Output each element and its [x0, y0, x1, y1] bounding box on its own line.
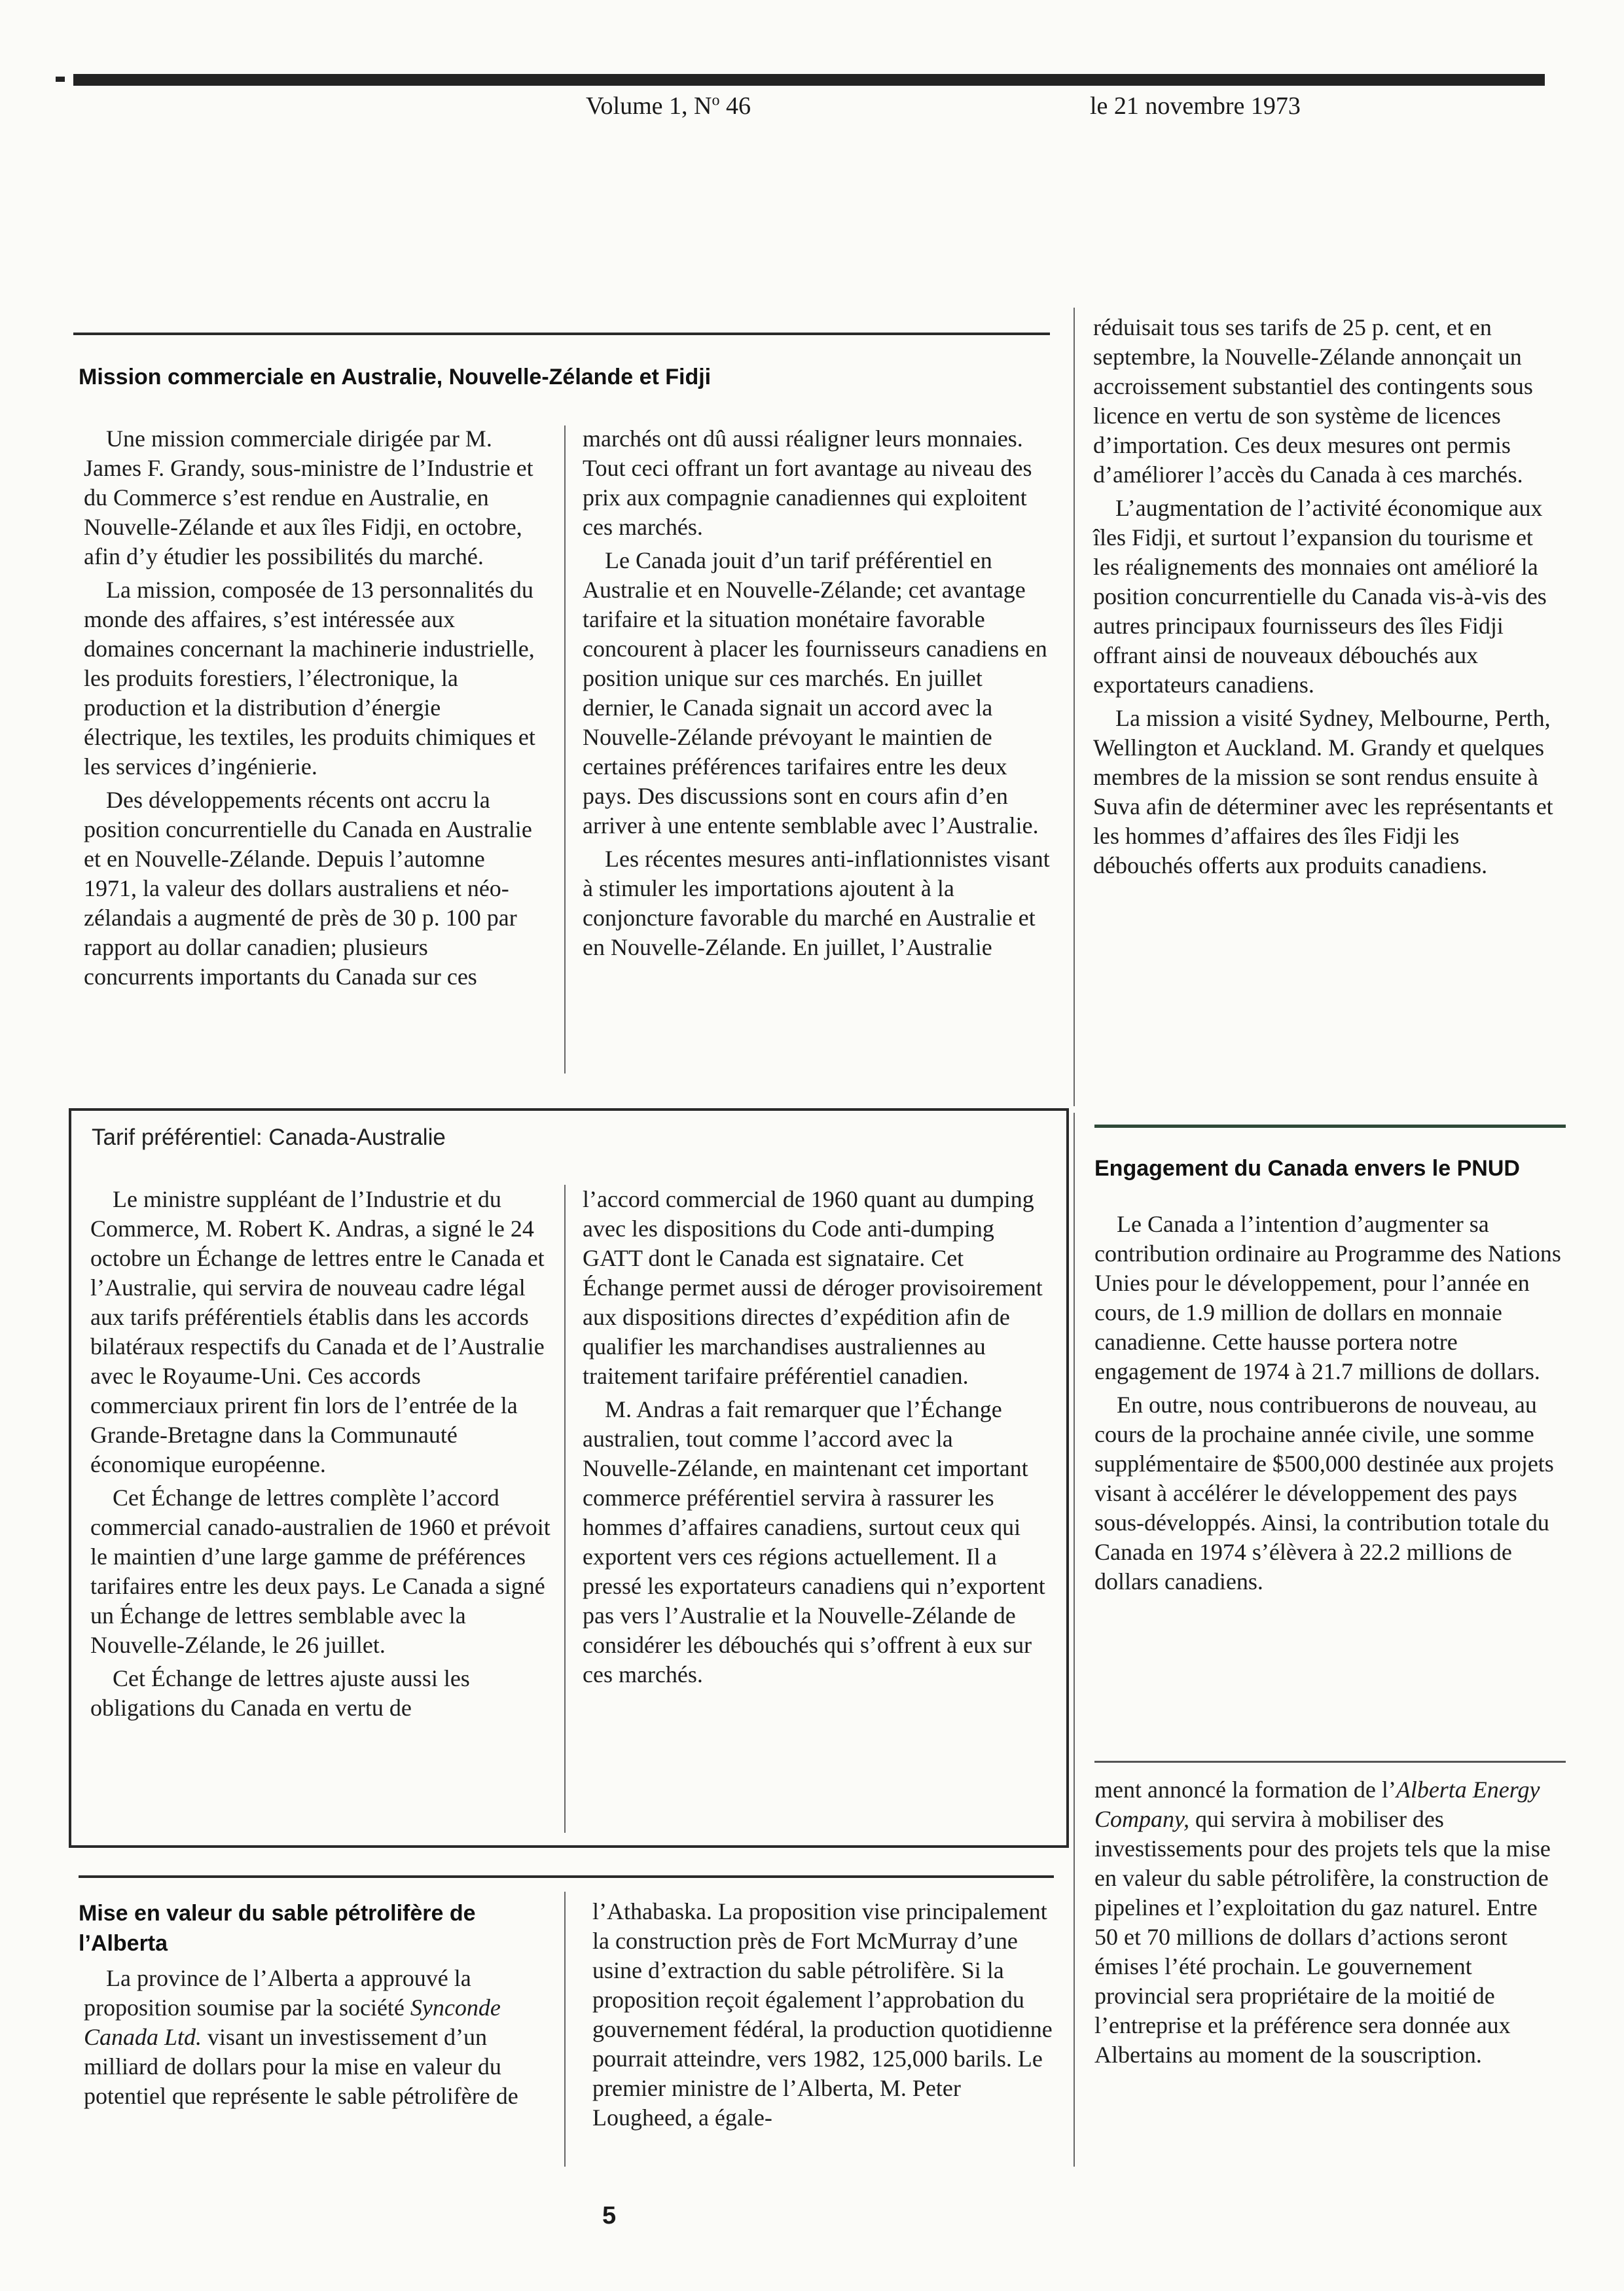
paragraph: Cet Échange de lettres ajuste aussi les obligations du Canada en vertu de [90, 1665, 470, 1721]
paragraph: En outre, nous contribuerons de nouveau, au cours de la prochaine année civile, une somme supplémentaire de $500,000 destinée aux projets visant à accélérer le développement des pays sous-développés. Ainsi, la contribution totale du Canada en 1974 s’élèvera à 22.2 millions de dollars canadiens. [1094, 1392, 1554, 1595]
top-rule [73, 74, 1545, 86]
article1-col3 [1093, 313, 1564, 884]
box-title: Tarif préférentiel: Canada-Australie [92, 1125, 446, 1150]
alberta-title-line2: l’Alberta [79, 1931, 168, 1956]
column-divider [564, 1892, 566, 2167]
paragraph: réduisait tous ses tarifs de 25 p. cent, et en septembre, la Nouvelle-Zélande annonçait un accroissement substantiel des contingents sous licence en vertu de son système de licences d’importation. Ces deux mesures ont permis d’améliorer l’accès du Canada à ces marchés. [1093, 314, 1533, 488]
paragraph: La mission a visité Sydney, Melbourne, Perth, Wellington et Auckland. M. Grandy et quelques membres de la mission se sont rendus ensuite à Suva afin de déterminer avec les représentants et les hommes d’affaires des îles Fidji les débouchés offerts aux produits canadiens. [1093, 705, 1553, 878]
paragraph: Le Canada jouit d’un tarif préférentiel en Australie et en Nouvelle-Zélande; cet avantage tarifaire et la situation monétaire favorable concourent à placer les fournisseurs canadiens en position unique sur ces marchés. En juillet dernier, le Canada signait un accord avec la Nouvelle-Zélande prévoyant le maintien de certaines préférences tarifaires entre les deux pays. Des discussions sont en cours afin d’en arriver à une entente semblable avec l’Australie. [583, 547, 1047, 839]
alberta-col3 [1094, 1775, 1566, 2074]
volume-label: Volume 1, $N^o$ 46 [586, 92, 751, 120]
article1-rule [73, 333, 1050, 335]
article1-col2 [583, 424, 1051, 966]
paragraph: Cet Échange de lettres complète l’accord commercial canado-australien de 1960 et prévoit le maintien d’une large gamme de préférences tarifaires entre les deux pays. Le Canada a signé un Échange de lettres semblable avec la Nouvelle-Zélande, le 26 juillet. [90, 1485, 550, 1658]
paragraph: Le ministre suppléant de l’Industrie et du Commerce, M. Robert K. Andras, a signé le 24 octobre un Échange de lettres entre le Canada et l’Australie, qui servira de nouveau cadre légal aux tarifs préférentiels établis dans les accords bilatéraux respectifs du Canada et de l’Australie avec le Royaume-Uni. Ces accords commerciaux prirent fin lors de l’entrée de la Grande-Bretagne dans la Communauté économique européenne. [90, 1186, 545, 1477]
column-divider [564, 1185, 566, 1833]
company-name: Synconde Canada Ltd. [84, 1994, 501, 2050]
alberta-rule [79, 1875, 1054, 1878]
paragraph: marchés ont dû aussi réaligner leurs monnaies. Tout ceci offrant un fort avantage au niveau des prix aux compagnie canadiennes qui exploitent ces marchés. [583, 425, 1032, 540]
box-col2 [583, 1185, 1051, 1693]
alberta-title [79, 1898, 550, 1958]
paragraph: Les récentes mesures anti-inflationnistes visant à stimuler les importations ajoutent à la conjoncture favorable du marché en Australie et en Nouvelle-Zélande. En juillet, l’Australie [583, 846, 1050, 960]
alberta-rule-right [1094, 1761, 1566, 1763]
article1-col1 [84, 424, 542, 996]
paragraph: Des développements récents ont accru la position concurrentielle du Canada en Australie et en Nouvelle-Zélande. Depuis l’automne 1971, la valeur des dollars australiens et néo-zélandais a augmenté de près de 30 p. 100 par rapport au dollar canadien; plusieurs concurrents importants du Canada sur ces [84, 787, 532, 990]
column-divider [564, 425, 566, 1073]
company-name: Alberta Energy Company, [1094, 1777, 1540, 1832]
alberta-title-line1: Mise en valeur du sable pétrolifère de [79, 1901, 476, 1926]
alberta-col1 [84, 1964, 546, 2115]
column-divider [1074, 1113, 1075, 2167]
paragraph: Le Canada a l’intention d’augmenter sa contribution ordinaire au Programme des Nations Unies pour le développement, pour l’année en cours, de 1.9 million de dollars en monnaie canadienne. Cette hausse portera notre engagement de 1974 à 21.7 millions de dollars. [1094, 1211, 1561, 1384]
box-col1 [90, 1185, 552, 1727]
paragraph: l’accord commercial de 1960 quant au dumping avec les dispositions du Code anti-dumping GATT dont le Canada est signataire. Cet Échange permet aussi de déroger provisoirement aux dispositions directes d’expédition afin de qualifier les marchandises australiennes au traitement tarifaire préférentiel canadien. [583, 1186, 1043, 1389]
paragraph: l’Athabaska. La proposition vise principalement la construction près de Fort McMurray d’une usine d’extraction du sable pétrolifère. Si la proposition reçoit également l’approbation du gouvernement fédéral, la production quotidienne pourrait atteindre, vers 1982, 125,000 barils. Le premier ministre de l’Alberta, M. Peter Lougheed, a égale- [592, 1898, 1053, 2131]
alberta-col2 [592, 1897, 1054, 2137]
corner-mark [56, 77, 65, 82]
pnud-rule [1094, 1125, 1566, 1128]
paragraph: Une mission commerciale dirigée par M. James F. Grandy, sous-ministre de l’Industrie et du Commerce s’est rendue en Australie, en Nouvelle-Zélande et aux îles Fidji, en octobre, afin d’y étudier les possibilités du marché. [84, 425, 533, 569]
pnud-title: Engagement du Canada envers le PNUD [1094, 1156, 1520, 1181]
issue-date: le 21 novembre 1973 [1090, 92, 1301, 120]
paragraph: La mission, composée de 13 personnalités du monde des affaires, s’est intéressée aux domaines concernant la machinerie industrielle, les produits forestiers, l’électronique, la production et la distribution d’énergie électrique, les textiles, les produits chimiques et les services d’ingénierie. [84, 577, 535, 780]
paragraph: ment annoncé la formation de l’Alberta Energy Company, qui servira à mobiliser des investissements pour des projets tels que la mise en valeur du sable pétrolifère, la construction de pipelines et l’exploitation du gaz naturel. Entre 50 et 70 millions de dollars d’actions seront émises l’été prochain. Le gouvernement provincial sera propriétaire de la moitié de l’entreprise et la préférence sera donnée aux Albertains au moment de la souscription. [1094, 1777, 1551, 2068]
article1-title: Mission commerciale en Australie, Nouvelle-Zélande et Fidji [79, 365, 712, 389]
page-number: 5 [602, 2202, 617, 2229]
paragraph: L’augmentation de l’activité économique aux îles Fidji, et surtout l’expansion du tourisme et les réalignements des monnaies ont amélioré la position concurrentielle du Canada vis-à-vis des autres principaux fournisseurs des îles Fidji offrant ainsi de nouveaux débouchés aux exportateurs canadiens. [1093, 495, 1547, 698]
paragraph: La province de l’Alberta a approuvé la proposition soumise par la société Synconde Canada Ltd. visant un investissement d’un milliard de dollars pour la mise en valeur du potentiel que représente le sable pétrolifère de [84, 1965, 518, 2109]
paragraph: M. Andras a fait remarquer que l’Échange australien, tout comme l’accord avec la Nouvelle-Zélande, en maintenant cet important commerce préférentiel servira à rassurer les hommes d’affaires canadiens, surtout ceux qui exportent vers ces régions actuellement. Il a pressé les exportateurs canadiens qui n’exportent pas vers l’Australie et la Nouvelle-Zélande de considérer les débouchés qui s’offrent à eux sur ces marchés. [583, 1396, 1045, 1687]
pnud-body [1094, 1210, 1566, 1600]
column-divider [1074, 308, 1075, 1106]
